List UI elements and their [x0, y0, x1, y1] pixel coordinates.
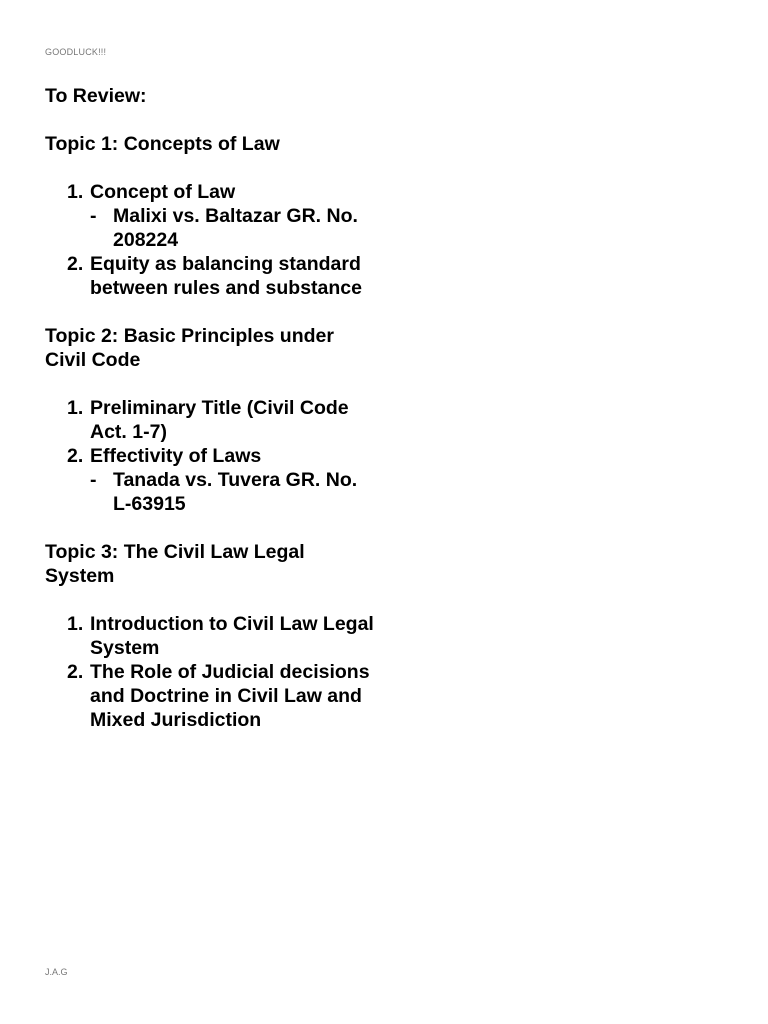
case-text: Malixi vs. Baltazar GR. No. 208224	[113, 205, 358, 251]
item-text: Equity as balancing standard between rules and substance	[90, 253, 363, 299]
case-item	[90, 468, 375, 516]
case-list	[90, 468, 375, 516]
list-item	[45, 612, 375, 660]
case-item	[90, 204, 375, 252]
item-text: Effectivity of Laws	[90, 445, 262, 467]
review-heading: To Review:	[45, 85, 147, 107]
header-note: GOODLUCK!!!	[45, 47, 107, 57]
topic-list	[45, 612, 375, 732]
topic-heading: Topic 3: The Civil Law Legal System	[45, 541, 305, 587]
list-item	[45, 252, 375, 300]
topic-list	[45, 396, 375, 516]
topic-heading: Topic 1: Concepts of Law	[45, 133, 280, 155]
item-number: 1.	[67, 613, 84, 635]
item-text: The Role of Judicial decisions and Doctrine in Civil Law and Mixed Jurisdiction	[90, 661, 370, 731]
item-text: Preliminary Title (Civil Code Act. 1-7)	[90, 397, 349, 443]
item-number: 2.	[67, 661, 84, 683]
case-text: Tanada vs. Tuvera GR. No. L-63915	[113, 469, 358, 515]
item-text: Concept of Law	[90, 181, 236, 203]
item-number: 1.	[67, 181, 84, 203]
footer-note: J.A.G	[45, 967, 68, 977]
topic-list	[45, 180, 375, 300]
item-number: 2.	[67, 445, 84, 467]
dash-bullet: -	[90, 469, 97, 491]
item-number: 1.	[67, 397, 84, 419]
item-number: 2.	[67, 253, 84, 275]
item-text: Introduction to Civil Law Legal System	[90, 613, 374, 659]
list-item	[45, 180, 375, 252]
topic-heading: Topic 2: Basic Principles under Civil Code	[45, 325, 334, 371]
dash-bullet: -	[90, 205, 97, 227]
case-list	[90, 204, 375, 252]
list-item	[45, 660, 375, 732]
list-item	[45, 396, 375, 444]
document-body	[45, 84, 375, 756]
list-item	[45, 444, 375, 516]
